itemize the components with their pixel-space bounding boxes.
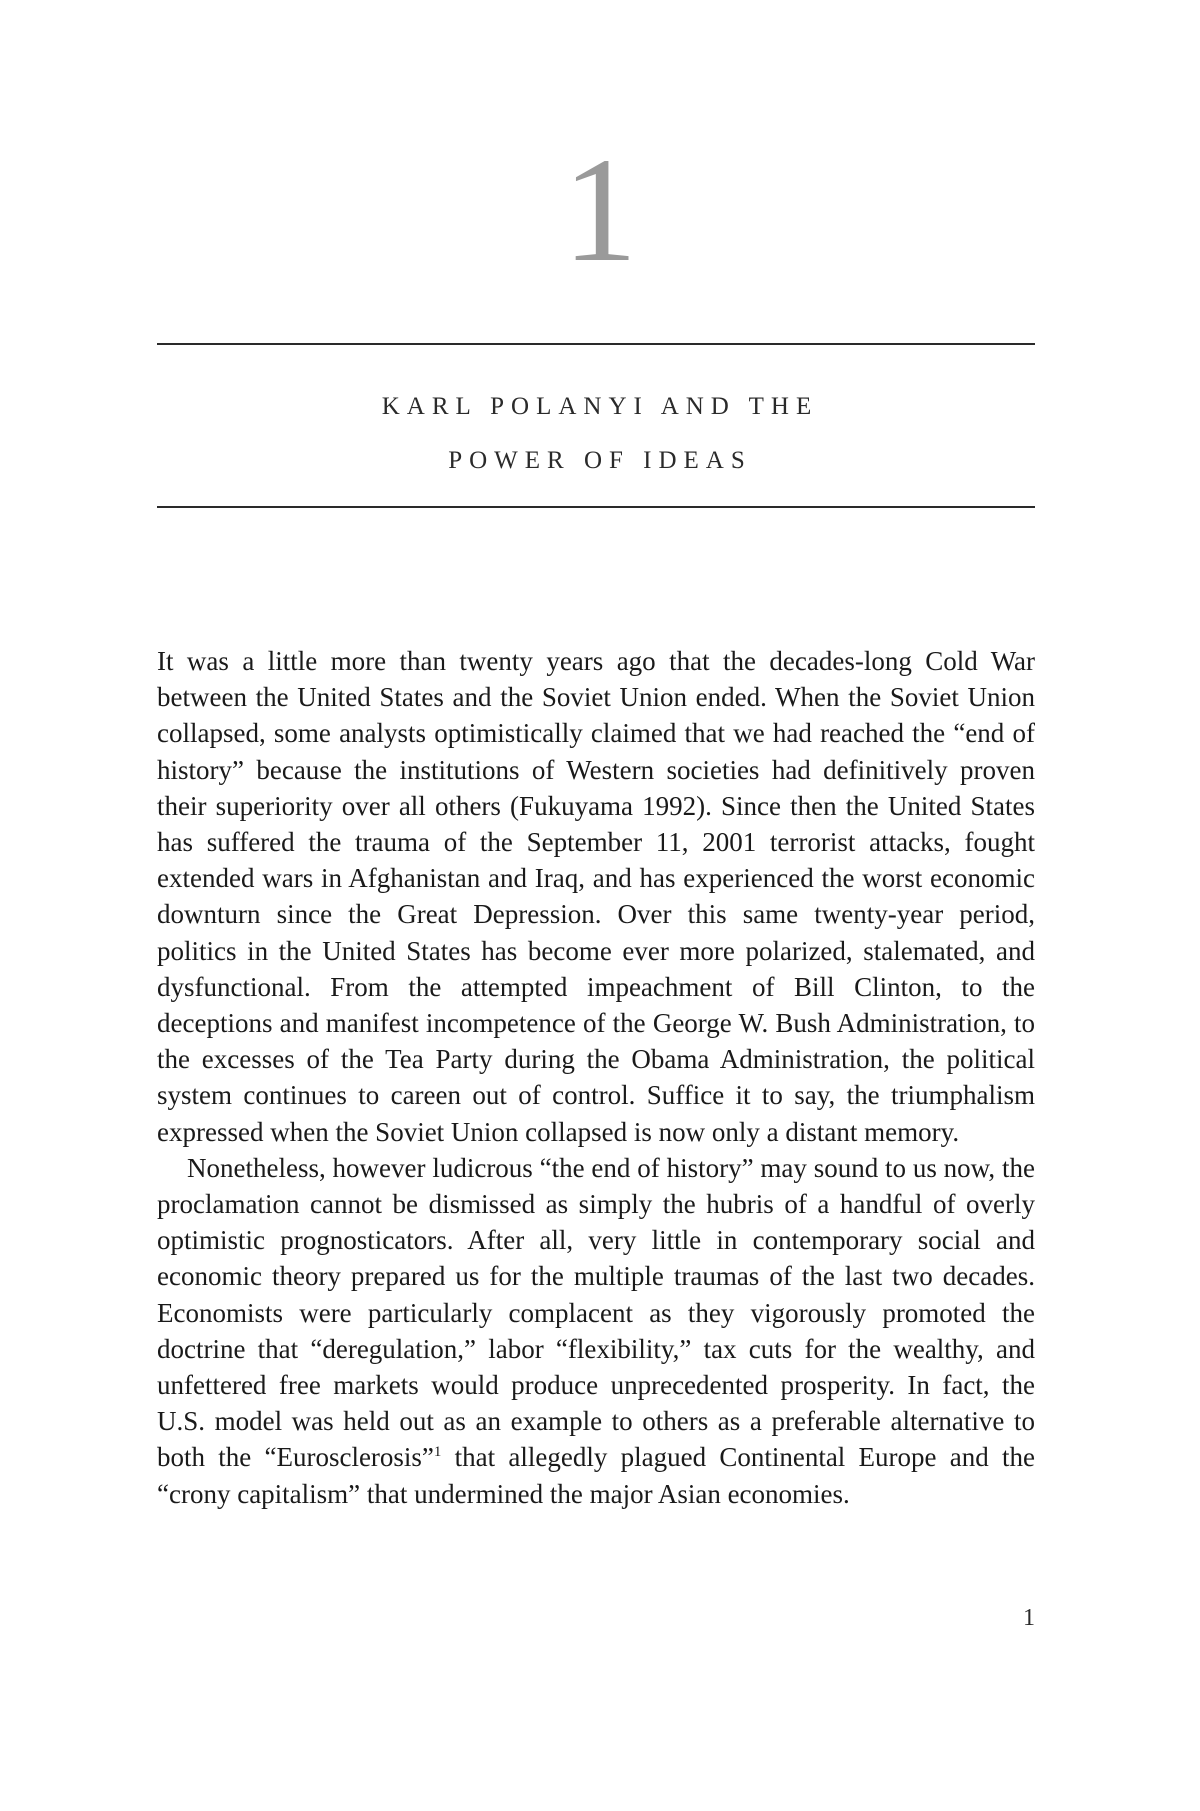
paragraph-2-part-2: that allegedly plagued Continental Europe and the “crony capitalism” that undermined the major Asian economies. xyxy=(157,1442,1035,1509)
paragraph-2-part-1: Nonetheless, however ludicrous “the end of history” may sound to us now, the proclamation cannot be dismissed as simply the hubris of a handful of overly optimistic prognosticators. After all, very little in contemporary social and economic theory prepared us for the multiple traumas of the last two decades. Economists were particularly complacent as they vigorously promoted the doctrine that “deregulation,” labor “flexibility,” tax cuts for the wealthy, and unfettered free markets would produce unprecedented prosperity. In fact, the U.S. model was held out as an example to others as a preferable alternative to both the “Eurosclerosis” xyxy=(157,1152,1035,1473)
footnote-marker[interactable]: 1 xyxy=(433,1444,442,1461)
chapter-title-line-2: POWER OF IDEAS xyxy=(448,447,752,474)
chapter-title-line-1: KARL POLANYI AND THE xyxy=(381,393,819,420)
top-rule xyxy=(157,343,1035,345)
body-text xyxy=(157,643,1035,1512)
page-number: 1 xyxy=(1023,1605,1035,1631)
paragraph-2 xyxy=(157,1150,1035,1512)
chapter-title xyxy=(0,380,1200,488)
bottom-rule xyxy=(157,506,1035,508)
paragraph-1: It was a little more than twenty years ago that the decades-long Cold War between the United States and the Soviet Union ended. When the Soviet Union collapsed, some analysts optimistically claimed that we had reached the “end of history” because the institutions of Western societies had definitively proven their superiority over all others (Fukuyama 1992). Since then the United States has suffered the trauma of the September 11, 2001 terrorist attacks, fought extended wars in Afghanistan and Iraq, and has experienced the worst economic downturn since the Great Depression. Over this same twenty-year period, politics in the United States has become ever more polarized, stalemated, and dysfunctional. From the attempted impeachment of Bill Clinton, to the deceptions and manifest incompetence of the George W. Bush Administration, to the excesses of the Tea Party during the Obama Administration, the political system continues to careen out of control. Suffice it to say, the triumphalism expressed when the Soviet Union collapsed is now only a distant memory. xyxy=(157,646,1035,1147)
chapter-number: 1 xyxy=(562,127,638,293)
